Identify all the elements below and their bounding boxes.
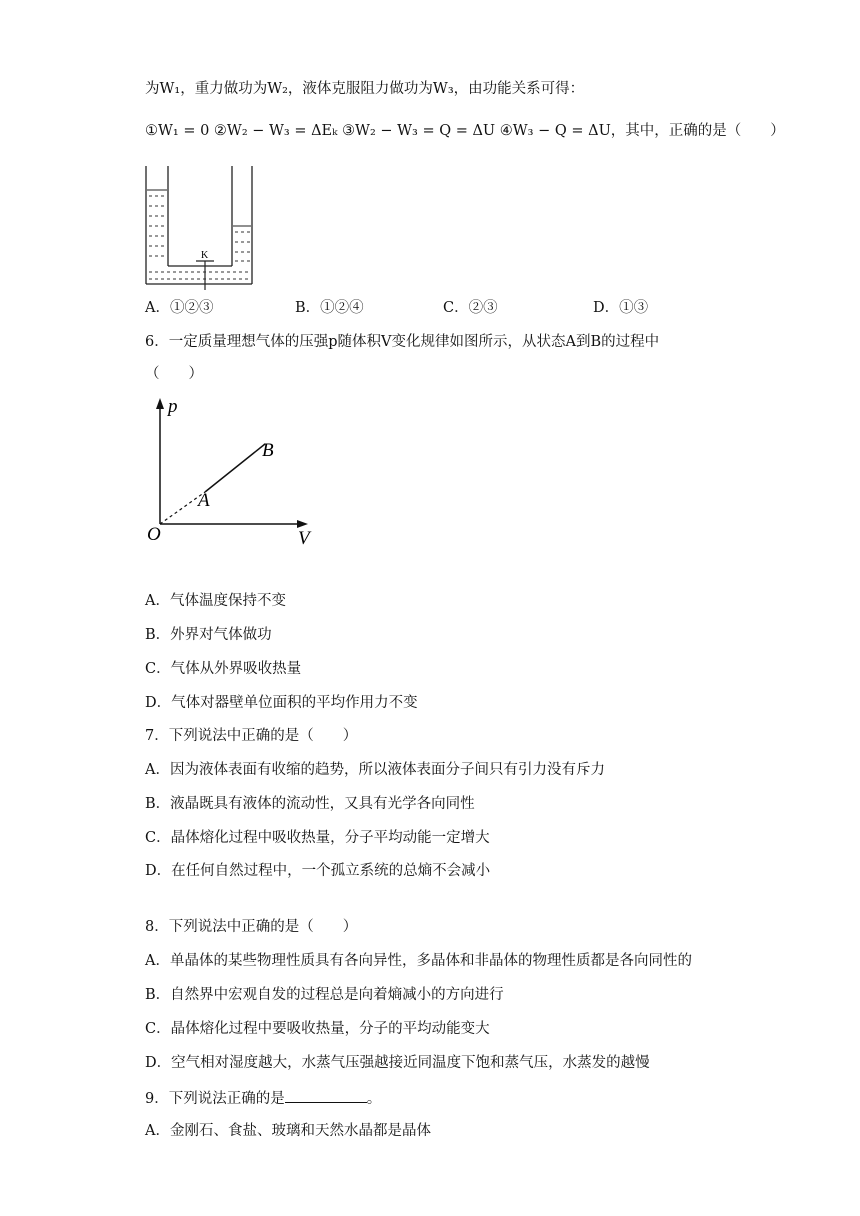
q7-option-c[interactable]: C．晶体熔化过程中吸收热量，分子平均动能一定增大 xyxy=(145,830,490,846)
q6-option-c[interactable]: C．气体从外界吸收热量 xyxy=(145,661,302,677)
q9-option-a[interactable]: A．金刚石、食盐、玻璃和天然水晶都是晶体 xyxy=(145,1123,431,1139)
q9-stem-suffix: 。 xyxy=(366,1091,382,1107)
p-axis-label: p xyxy=(168,396,178,417)
point-a-label: A xyxy=(198,490,210,511)
q6-stem-line-1: 6．一定质量理想气体的压强p随体积V变化规律如图所示，从状态A到B的过程中 xyxy=(145,334,660,350)
q6-stem-line-2: （ ） xyxy=(145,366,203,382)
p-v-graph xyxy=(140,392,330,552)
q7-stem: 7．下列说法中正确的是（ ） xyxy=(145,728,358,744)
q9-stem-prefix: 9．下列说法正确的是 xyxy=(145,1091,285,1107)
q5-option-c[interactable]: C．②③ xyxy=(443,300,498,316)
q7-option-d[interactable]: D．在任何自然过程中，一个孤立系统的总熵不会减小 xyxy=(145,863,491,879)
valve-label: K xyxy=(201,250,209,261)
q5-option-d[interactable]: D．①③ xyxy=(593,300,649,316)
q5-options xyxy=(145,296,745,318)
q5-option-b[interactable]: B．①②④ xyxy=(295,300,364,316)
q5-option-a[interactable]: A．①②③ xyxy=(145,300,214,316)
q9-answer-blank[interactable] xyxy=(285,1087,367,1103)
q8-option-a[interactable]: A．单晶体的某些物理性质具有各向异性，多晶体和非晶体的物理性质都是各向同性的 xyxy=(145,953,692,969)
process-line-ab xyxy=(205,444,265,492)
origin-label: O xyxy=(147,524,161,545)
v-axis-arrow-icon xyxy=(297,520,308,528)
q6-option-a[interactable]: A．气体温度保持不变 xyxy=(145,593,286,609)
q8-stem: 8．下列说法中正确的是（ ） xyxy=(145,919,358,935)
q9-stem xyxy=(145,1087,381,1109)
point-b-label: B xyxy=(262,440,274,461)
q8-option-c[interactable]: C．晶体熔化过程中要吸收热量，分子的平均动能变大 xyxy=(145,1021,490,1037)
v-axis-label: V xyxy=(298,528,310,549)
u-tube-figure xyxy=(140,160,260,290)
q6-option-d[interactable]: D．气体对器壁单位面积的平均作用力不变 xyxy=(145,695,418,711)
p-axis-arrow-icon xyxy=(156,398,164,409)
q5-text-line-2: ①W₁ = 0 ②W₂ − W₃ = ΔEₖ ③W₂ − W₃ = Q = ΔU ④W₃ − Q = ΔU，其中，正确的是（ ） xyxy=(145,123,785,139)
q7-option-b[interactable]: B．液晶既具有液体的流动性，又具有光学各向同性 xyxy=(145,796,475,812)
q6-option-b[interactable]: B．外界对气体做功 xyxy=(145,627,272,643)
q5-text-line-1: 为W₁，重力做功为W₂，液体克服阻力做功为W₃，由功能关系可得： xyxy=(145,81,585,97)
q8-option-d[interactable]: D．空气相对湿度越大，水蒸气压强越接近同温度下饱和蒸气压，水蒸发的越慢 xyxy=(145,1055,650,1071)
q8-option-b[interactable]: B．自然界中宏观自发的过程总是向着熵减小的方向进行 xyxy=(145,987,504,1003)
q7-option-a[interactable]: A．因为液体表面有收缩的趋势，所以液体表面分子间只有引力没有斥力 xyxy=(145,762,605,778)
